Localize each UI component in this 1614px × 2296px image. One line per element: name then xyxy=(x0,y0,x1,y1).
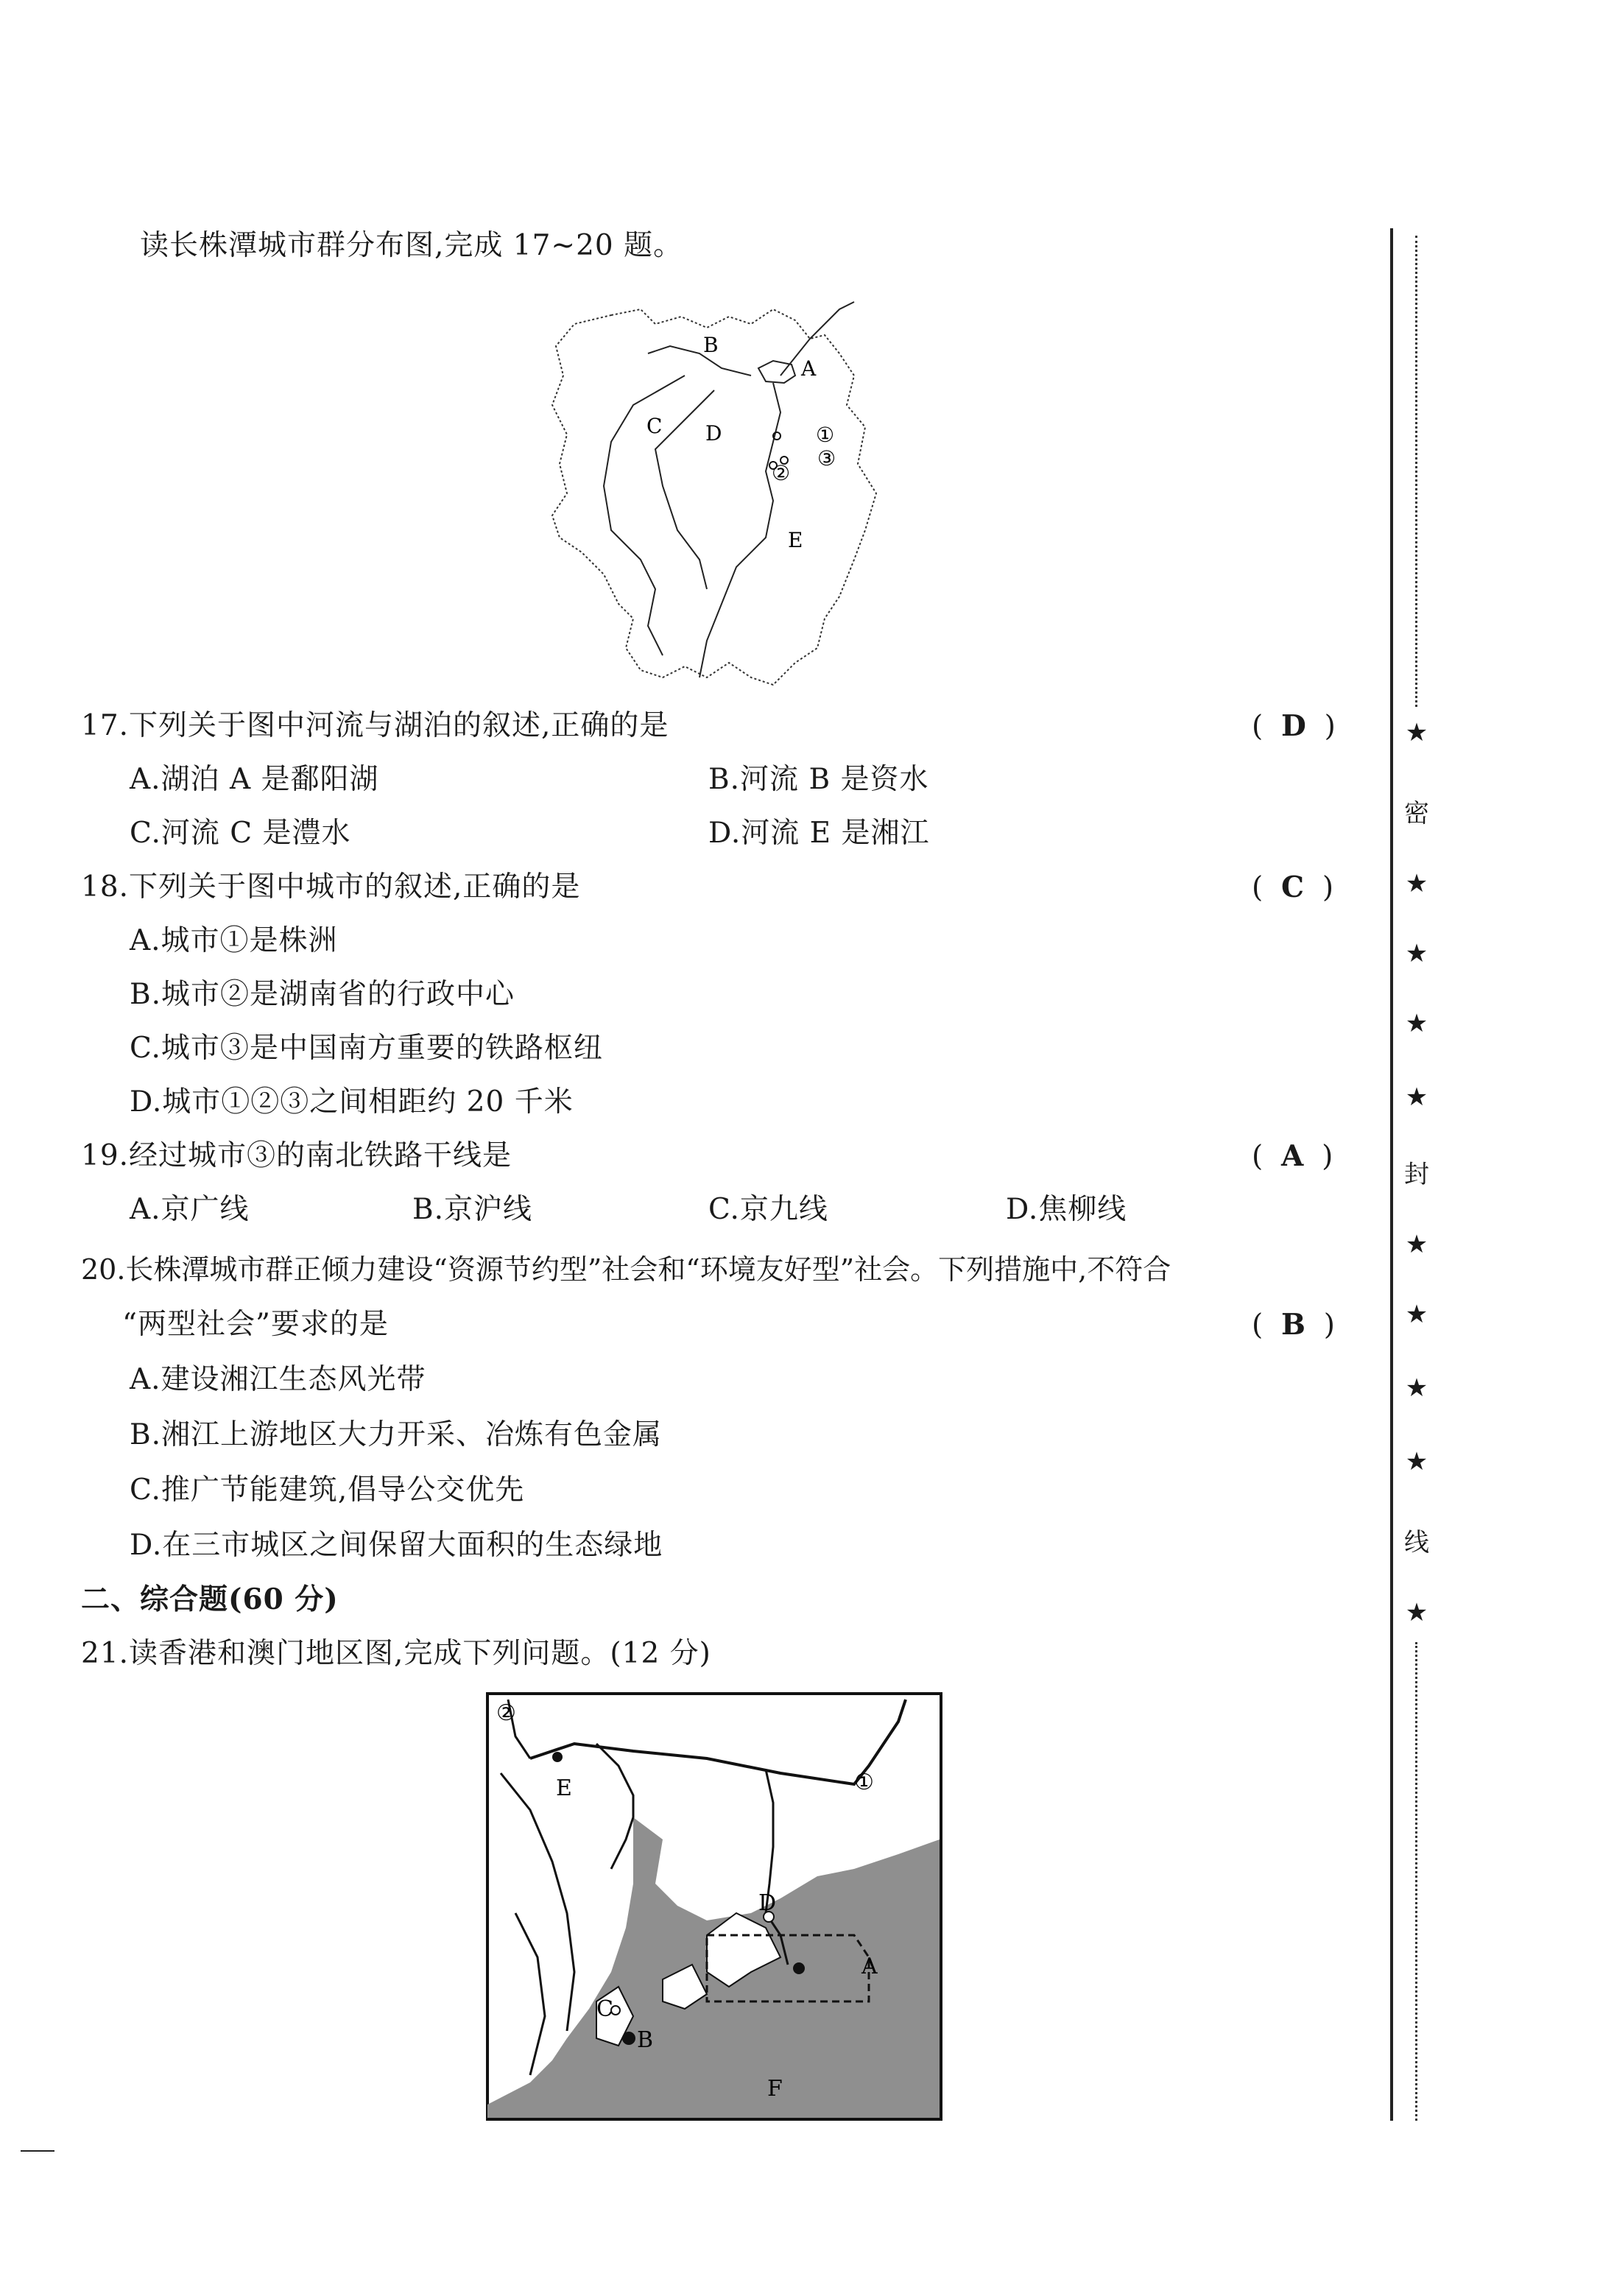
map2-label-railway2: ② xyxy=(496,1700,516,1726)
margin-star: ★ xyxy=(1405,939,1428,968)
q17-option-d: D.河流 E 是湘江 xyxy=(708,817,930,850)
section-heading: 二、综合题(60 分) xyxy=(81,1582,339,1616)
changzhutan-map xyxy=(530,295,898,692)
q20-option-b: B.湘江上游地区大力开采、冶炼有色金属 xyxy=(130,1418,663,1451)
margin-star: ★ xyxy=(1405,1009,1428,1038)
margin-star: ★ xyxy=(1405,1373,1428,1403)
map2-label-d: D xyxy=(758,1890,777,1916)
map1-label-e: E xyxy=(788,528,803,552)
hongkong-macau-map-svg xyxy=(486,1692,942,2121)
map1-label-b: B xyxy=(703,333,719,357)
q20-stem: 20.长株潭城市群正倾力建设“资源节约型”社会和“环境友好型”社会。下列措施中,不符合 xyxy=(81,1253,1171,1286)
margin-star: ★ xyxy=(1405,1447,1428,1476)
q19-option-b: B.京沪线 xyxy=(412,1193,533,1226)
margin-char-xian: 线 xyxy=(1404,1528,1429,1557)
map2-label-e: E xyxy=(556,1775,572,1801)
q17-option-b: B.河流 B 是资水 xyxy=(708,763,929,796)
map1-label-city1: ① xyxy=(816,423,835,447)
margin-solid-line xyxy=(1390,228,1393,2121)
map2-label-railway1: ① xyxy=(854,1769,874,1795)
margin-star: ★ xyxy=(1405,1300,1428,1329)
q18-stem: 18.下列关于图中城市的叙述,正确的是 xyxy=(81,870,581,904)
footer-rule xyxy=(21,2150,54,2152)
q20-answer: ( B ) xyxy=(1252,1308,1335,1342)
q17-answer: ( D ) xyxy=(1252,709,1336,743)
q18-option-a: A.城市①是株洲 xyxy=(130,924,338,957)
margin-star: ★ xyxy=(1405,718,1428,747)
margin-dotted-line-bottom xyxy=(1415,1642,1417,2121)
margin-char-mi: 密 xyxy=(1404,799,1429,828)
map1-label-c: C xyxy=(646,414,663,438)
q17-stem: 17.下列关于图中河流与湖泊的叙述,正确的是 xyxy=(81,709,669,742)
q19-option-c: C.京九线 xyxy=(708,1193,828,1226)
map1-label-d: D xyxy=(705,421,722,446)
changzhutan-map-svg xyxy=(530,295,898,692)
q17-option-c: C.河流 C 是澧水 xyxy=(130,817,351,850)
q18-option-b: B.城市②是湖南省的行政中心 xyxy=(130,978,515,1011)
intro-text: 读长株潭城市群分布图,完成 17~20 题。 xyxy=(140,229,683,262)
q19-option-d: D.焦柳线 xyxy=(1006,1193,1127,1226)
q18-option-c: C.城市③是中国南方重要的铁路枢纽 xyxy=(130,1032,603,1065)
map2-label-a: A xyxy=(861,1954,878,1979)
margin-star: ★ xyxy=(1405,1082,1428,1112)
margin-star: ★ xyxy=(1405,1230,1428,1259)
map1-label-city2: ② xyxy=(772,461,791,485)
margin-dotted-line-top xyxy=(1415,236,1417,707)
q18-answer: ( C ) xyxy=(1252,870,1334,904)
q20-option-a: A.建设湘江生态风光带 xyxy=(130,1363,426,1396)
q19-answer: ( A ) xyxy=(1252,1139,1333,1173)
q19-stem: 19.经过城市③的南北铁路干线是 xyxy=(81,1139,512,1172)
q18-option-d: D.城市①②③之间相距约 20 千米 xyxy=(130,1085,574,1119)
q17-option-a: A.湖泊 A 是鄱阳湖 xyxy=(130,763,379,796)
q21-stem: 21.读香港和澳门地区图,完成下列问题。(12 分) xyxy=(81,1637,711,1670)
map1-label-city3: ③ xyxy=(817,446,836,471)
map1-label-a: A xyxy=(801,356,817,381)
margin-char-feng: 封 xyxy=(1404,1160,1429,1189)
q20-stem-continued: “两型社会”要求的是 xyxy=(122,1308,389,1341)
map2-label-c: C xyxy=(596,1996,613,2022)
margin-star: ★ xyxy=(1405,869,1428,898)
map2-label-b: B xyxy=(637,2027,654,2053)
map2-label-f: F xyxy=(767,2076,783,2102)
margin-star: ★ xyxy=(1405,1598,1428,1627)
q19-option-a: A.京广线 xyxy=(130,1193,250,1226)
hongkong-macau-map xyxy=(486,1692,942,2121)
q20-option-c: C.推广节能建筑,倡导公交优先 xyxy=(130,1473,525,1507)
q20-option-d: D.在三市城区之间保留大面积的生态绿地 xyxy=(130,1529,663,1562)
